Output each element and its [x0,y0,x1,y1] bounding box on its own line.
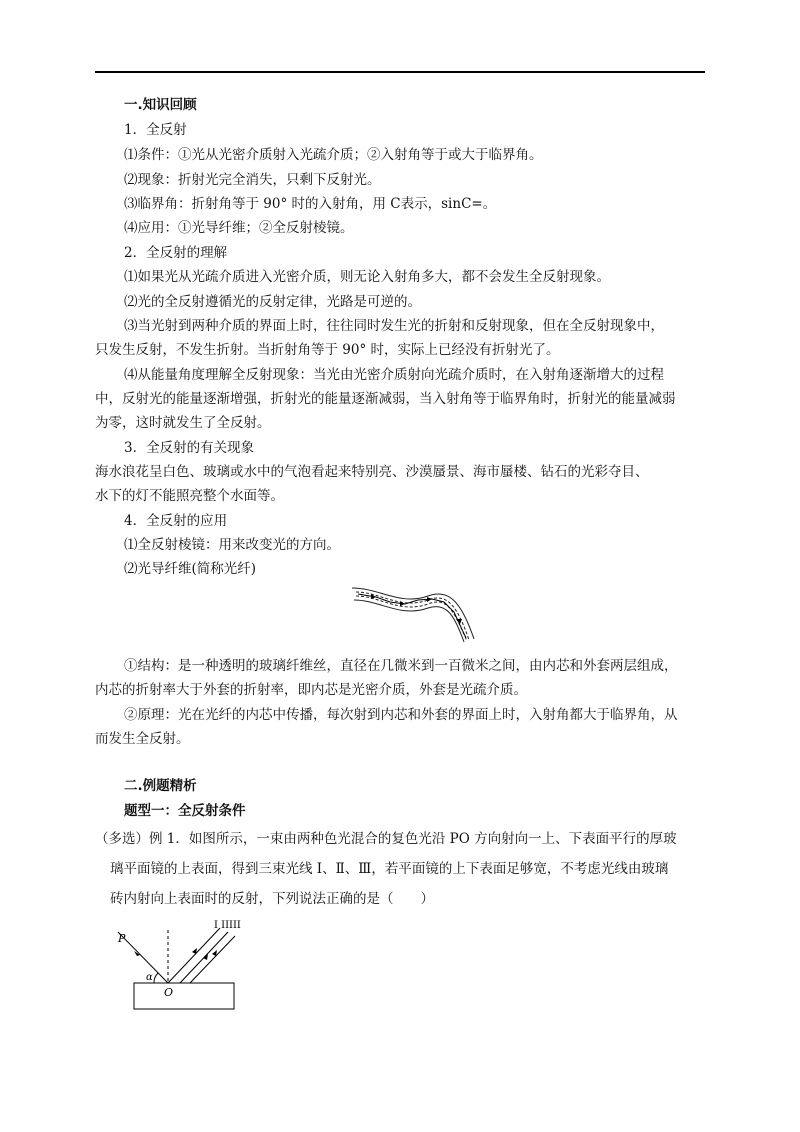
label-beams: I IIIII [214,920,241,931]
text-line: ⑶当光射到两种介质的界面上时，往往同时发生光的折射和反射现象，但在全反射现象中， [124,318,664,334]
glass-block-figure [110,920,245,1012]
section2-heading: 二.例题精析 [124,778,197,794]
question-line: 砖内射向上表面时的反射，下列说法正确的是（ ） [110,891,434,907]
text-line: 水下的灯不能照亮整个水面等。 [95,488,284,504]
section2-subheading: 题型一：全反射条件 [124,803,246,819]
text-line: ⑵光的全反射遵循光的反射定律，光路是可逆的。 [124,294,421,310]
question-line: （多选）例 1．如图所示，一束由两种色光混合的复色光沿 PO 方向射向一上、下表面平行的厚玻 [95,831,677,847]
text-line: 海水浪花呈白色、玻璃或水中的气泡看起来特别亮、沙漠蜃景、海市蜃楼、钻石的光彩夺目、 [95,464,649,480]
text-line: 中，反射光的能量逐渐增强，折射光的能量逐渐减弱，当入射角等于临界角时，折射光的能量减弱 [95,391,676,407]
text-line: ⑷应用：①光导纤维；②全反射棱镜。 [124,220,354,236]
item-2-title: 2．全反射的理解 [124,245,228,261]
text-line: ⑶临界角：折射角等于 90° 时的入射角，用 C表示，sinC=。 [124,196,497,212]
text-line: 只发生反射，不发生折射。当折射角等于 90° 时，实际上已经没有折射光了。 [95,342,560,358]
question-line: 璃平面镜的上表面，得到三束光线 I、Ⅱ、Ⅲ，若平面镜的上下表面足够宽，不考虑光线由玻璃 [110,861,669,877]
item-3-title: 3．全反射的有关现象 [124,440,255,456]
optical-fiber-figure [350,584,482,644]
section1-heading: 一.知识回顾 [124,97,197,113]
glass-block [134,983,234,1009]
label-p: P [118,932,126,945]
item-4-title: 4．全反射的应用 [124,513,228,529]
text-line: 为零，这时就发生了全反射。 [95,415,271,431]
text-line: ②原理：光在光纤的内芯中传播，每次射到内芯和外套的界面上时，入射角都大于临界角，从 [124,707,678,723]
label-alpha: α [146,972,153,983]
text-line: ⑵现象：折射光完全消失，只剩下反射光。 [124,172,381,188]
text-line: ⑵光导纤维(简称光纤) [124,561,257,577]
text-line: ⑴如果光从光疏介质进入光密介质，则无论入射角多大，都不会发生全反射现象。 [124,269,610,285]
text-line: ①结构：是一种透明的玻璃纤维丝，直径在几微米到一百微米之间，由内芯和外套两层组成， [124,658,678,674]
text-line: ⑴全反射棱镜：用来改变光的方向。 [124,537,340,553]
item-1-title: 1．全反射 [124,122,187,138]
text-line: ⑷从能量角度理解全反射现象：当光由光密介质射向光疏介质时，在入射角逐渐增大的过程 [124,367,664,383]
text-line: ⑴条件：①光从光密介质射入光疏介质；②入射角等于或大于临界角。 [124,147,543,163]
label-o: O [164,986,174,999]
header-rule [95,71,705,73]
text-line: 而发生全反射。 [95,731,190,747]
text-line: 内芯的折射率大于外套的折射率，即内芯是光密介质，外套是光疏介质。 [95,682,527,698]
